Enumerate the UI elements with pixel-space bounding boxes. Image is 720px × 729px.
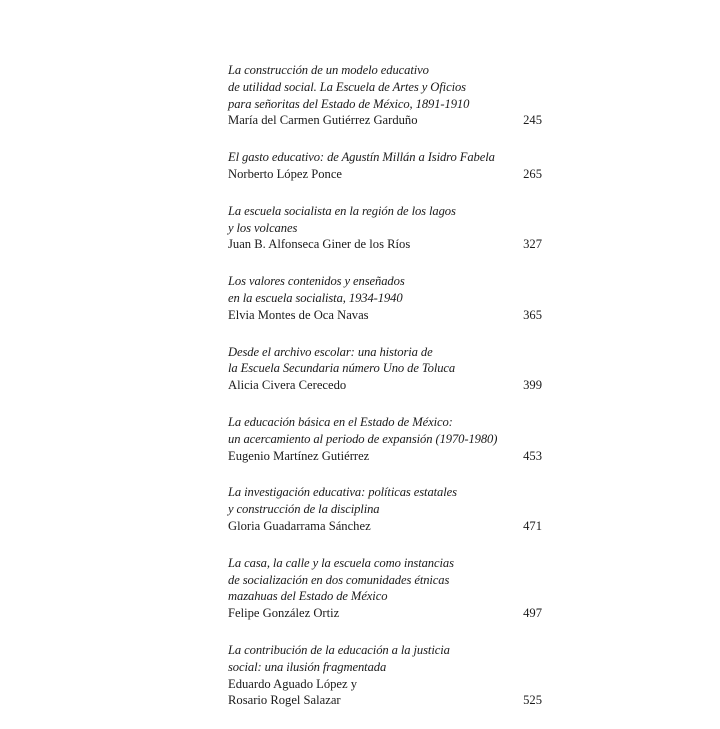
entry-page-number: 453 — [523, 448, 542, 463]
entry-title: La investigación educativa: políticas estatales y construcción de la disciplina — [228, 485, 457, 517]
entry-author: Elvia Montes de Oca Navas — [228, 307, 369, 322]
entry-author: Norberto López Ponce — [228, 166, 343, 181]
entry-page-number: 399 — [523, 378, 542, 393]
entry-page-number: 245 — [523, 113, 542, 128]
entry-author: Alicia Civera Cerecedo — [228, 378, 347, 393]
entry-title: La escuela socialista en la región de los lagos y los volcanes — [228, 203, 456, 235]
entry-page-number: 497 — [523, 606, 542, 621]
toc-entry — [228, 414, 542, 464]
entry-author: Eduardo Aguado López y Rosario Rogel Salazar — [228, 676, 358, 708]
entry-title: La educación básica en el Estado de México: un acercamiento al periodo de expansión (1970-1980) — [228, 414, 498, 446]
toc-entry — [228, 62, 542, 129]
toc-entry — [228, 555, 542, 622]
entry-title: La construcción de un modelo educativo de utilidad social. La Escuela de Artes y Oficios para señoritas del Estado de México, 1891-1910 — [228, 63, 470, 111]
entry-title: Desde el archivo escolar: una historia de la Escuela Secundaria número Uno de Toluca — [228, 344, 456, 376]
entry-author: María del Carmen Gutiérrez Garduño — [228, 113, 418, 128]
toc-entry — [228, 273, 542, 323]
entry-page-number: 365 — [523, 307, 542, 322]
entry-author: Eugenio Martínez Gutiérrez — [228, 448, 370, 463]
entry-page-number: 327 — [523, 237, 542, 252]
toc-entry — [228, 642, 542, 709]
entry-page-number: 471 — [523, 518, 542, 533]
entry-page-number: 265 — [523, 166, 542, 181]
entry-author: Juan B. Alfonseca Giner de los Ríos — [228, 237, 411, 252]
toc-entry — [228, 484, 542, 534]
entry-title: Los valores contenidos y enseñados en la escuela socialista, 1934-1940 — [228, 274, 405, 305]
entry-page-number: 525 — [523, 693, 542, 708]
entry-title: La contribución de la educación a la justicia social: una ilusión fragmentada — [228, 642, 450, 674]
toc-entry — [228, 149, 542, 183]
entry-title: La casa, la calle y la escuela como instancias de socialización en dos comunidades étnicas mazahuas del Estado de México — [228, 555, 454, 604]
entry-author: Felipe González Ortiz — [228, 606, 340, 621]
entry-title: El gasto educativo: de Agustín Millán a Isidro Fabela — [228, 150, 495, 165]
table-of-contents — [228, 62, 542, 729]
toc-entry — [228, 203, 542, 253]
toc-entry — [228, 344, 542, 394]
entry-author: Gloria Guadarrama Sánchez — [228, 518, 371, 533]
